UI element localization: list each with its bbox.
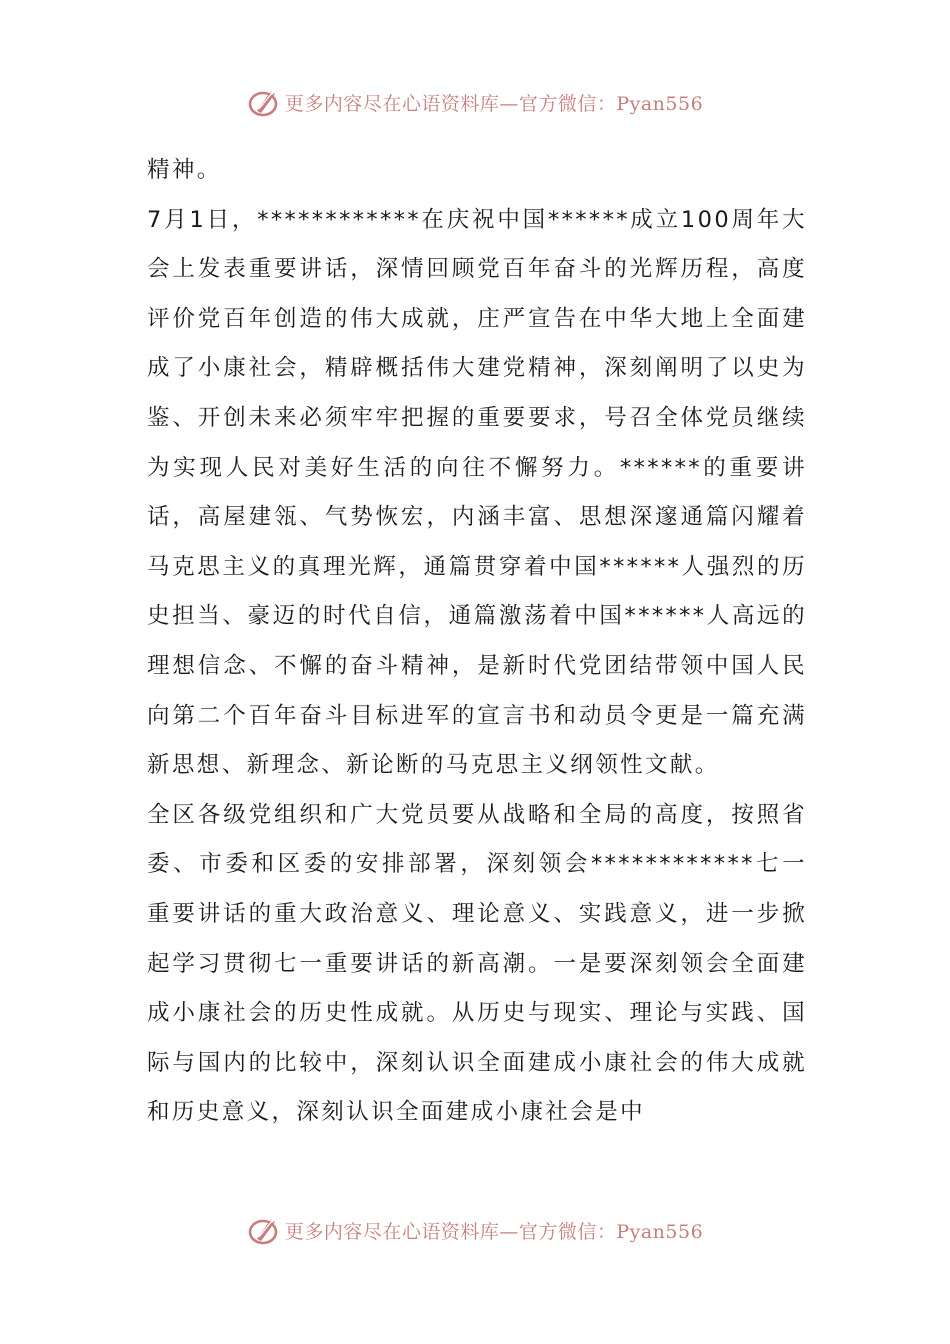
footer-watermark-banner (0, 1210, 950, 1250)
paragraph-2: 7月1日，************在庆祝中国******成立100周年大会上发表重要讲话，深情回顾党百年奋斗的光辉历程，高度评价党百年创造的伟大成就，庄严宣告在中华大地上全面建成了小康社会，精辟概括伟大建党精神，深刻阐明了以史为鉴、开创未来必须牢牢把握的重要要求，号召全体党员继续为实现人民对美好生活的向往不懈努力。******的重要讲话，高屋建瓴、气势恢宏，内涵丰富、思想深邃通篇闪耀着马克思主义的真理光辉，通篇贯穿着中国******人强烈的历史担当、豪迈的时代自信，通篇激荡着中国******人高远的理想信念、不懈的奋斗精神，是新时代党团结带领中国人民向第二个百年奋斗目标进军的宣言书和动员令更是一篇充满新思想、新理念、新论断的马克思主义纲领性文献。 (147, 206, 807, 779)
document-body (147, 146, 807, 1138)
pen-nib-circle-icon (247, 85, 281, 119)
header-watermark-text: 更多内容尽在心语资料库—官方微信：Pyan556 (284, 92, 704, 115)
paragraph-1: 精神。 (147, 157, 222, 183)
footer-watermark-text: 更多内容尽在心语资料库—官方微信：Pyan556 (284, 1220, 704, 1243)
pen-nib-circle-icon (247, 1213, 281, 1247)
header-watermark-banner (0, 82, 950, 122)
paragraph-3: 全区各级党组织和广大党员要从战略和全局的高度，按照省委、市委和区委的安排部署，深刻领会************七一重要讲话的重大政治意义、理论意义、实践意义，进一步掀起学习贯彻七一重要讲话的新高潮。一是要深刻领会全面建成小康社会的历史性成就。从历史与现实、理论与实践、国际与国内的比较中，深刻认识全面建成小康社会的伟大成就和历史意义，深刻认识全面建成小康社会是中 (147, 801, 807, 1126)
